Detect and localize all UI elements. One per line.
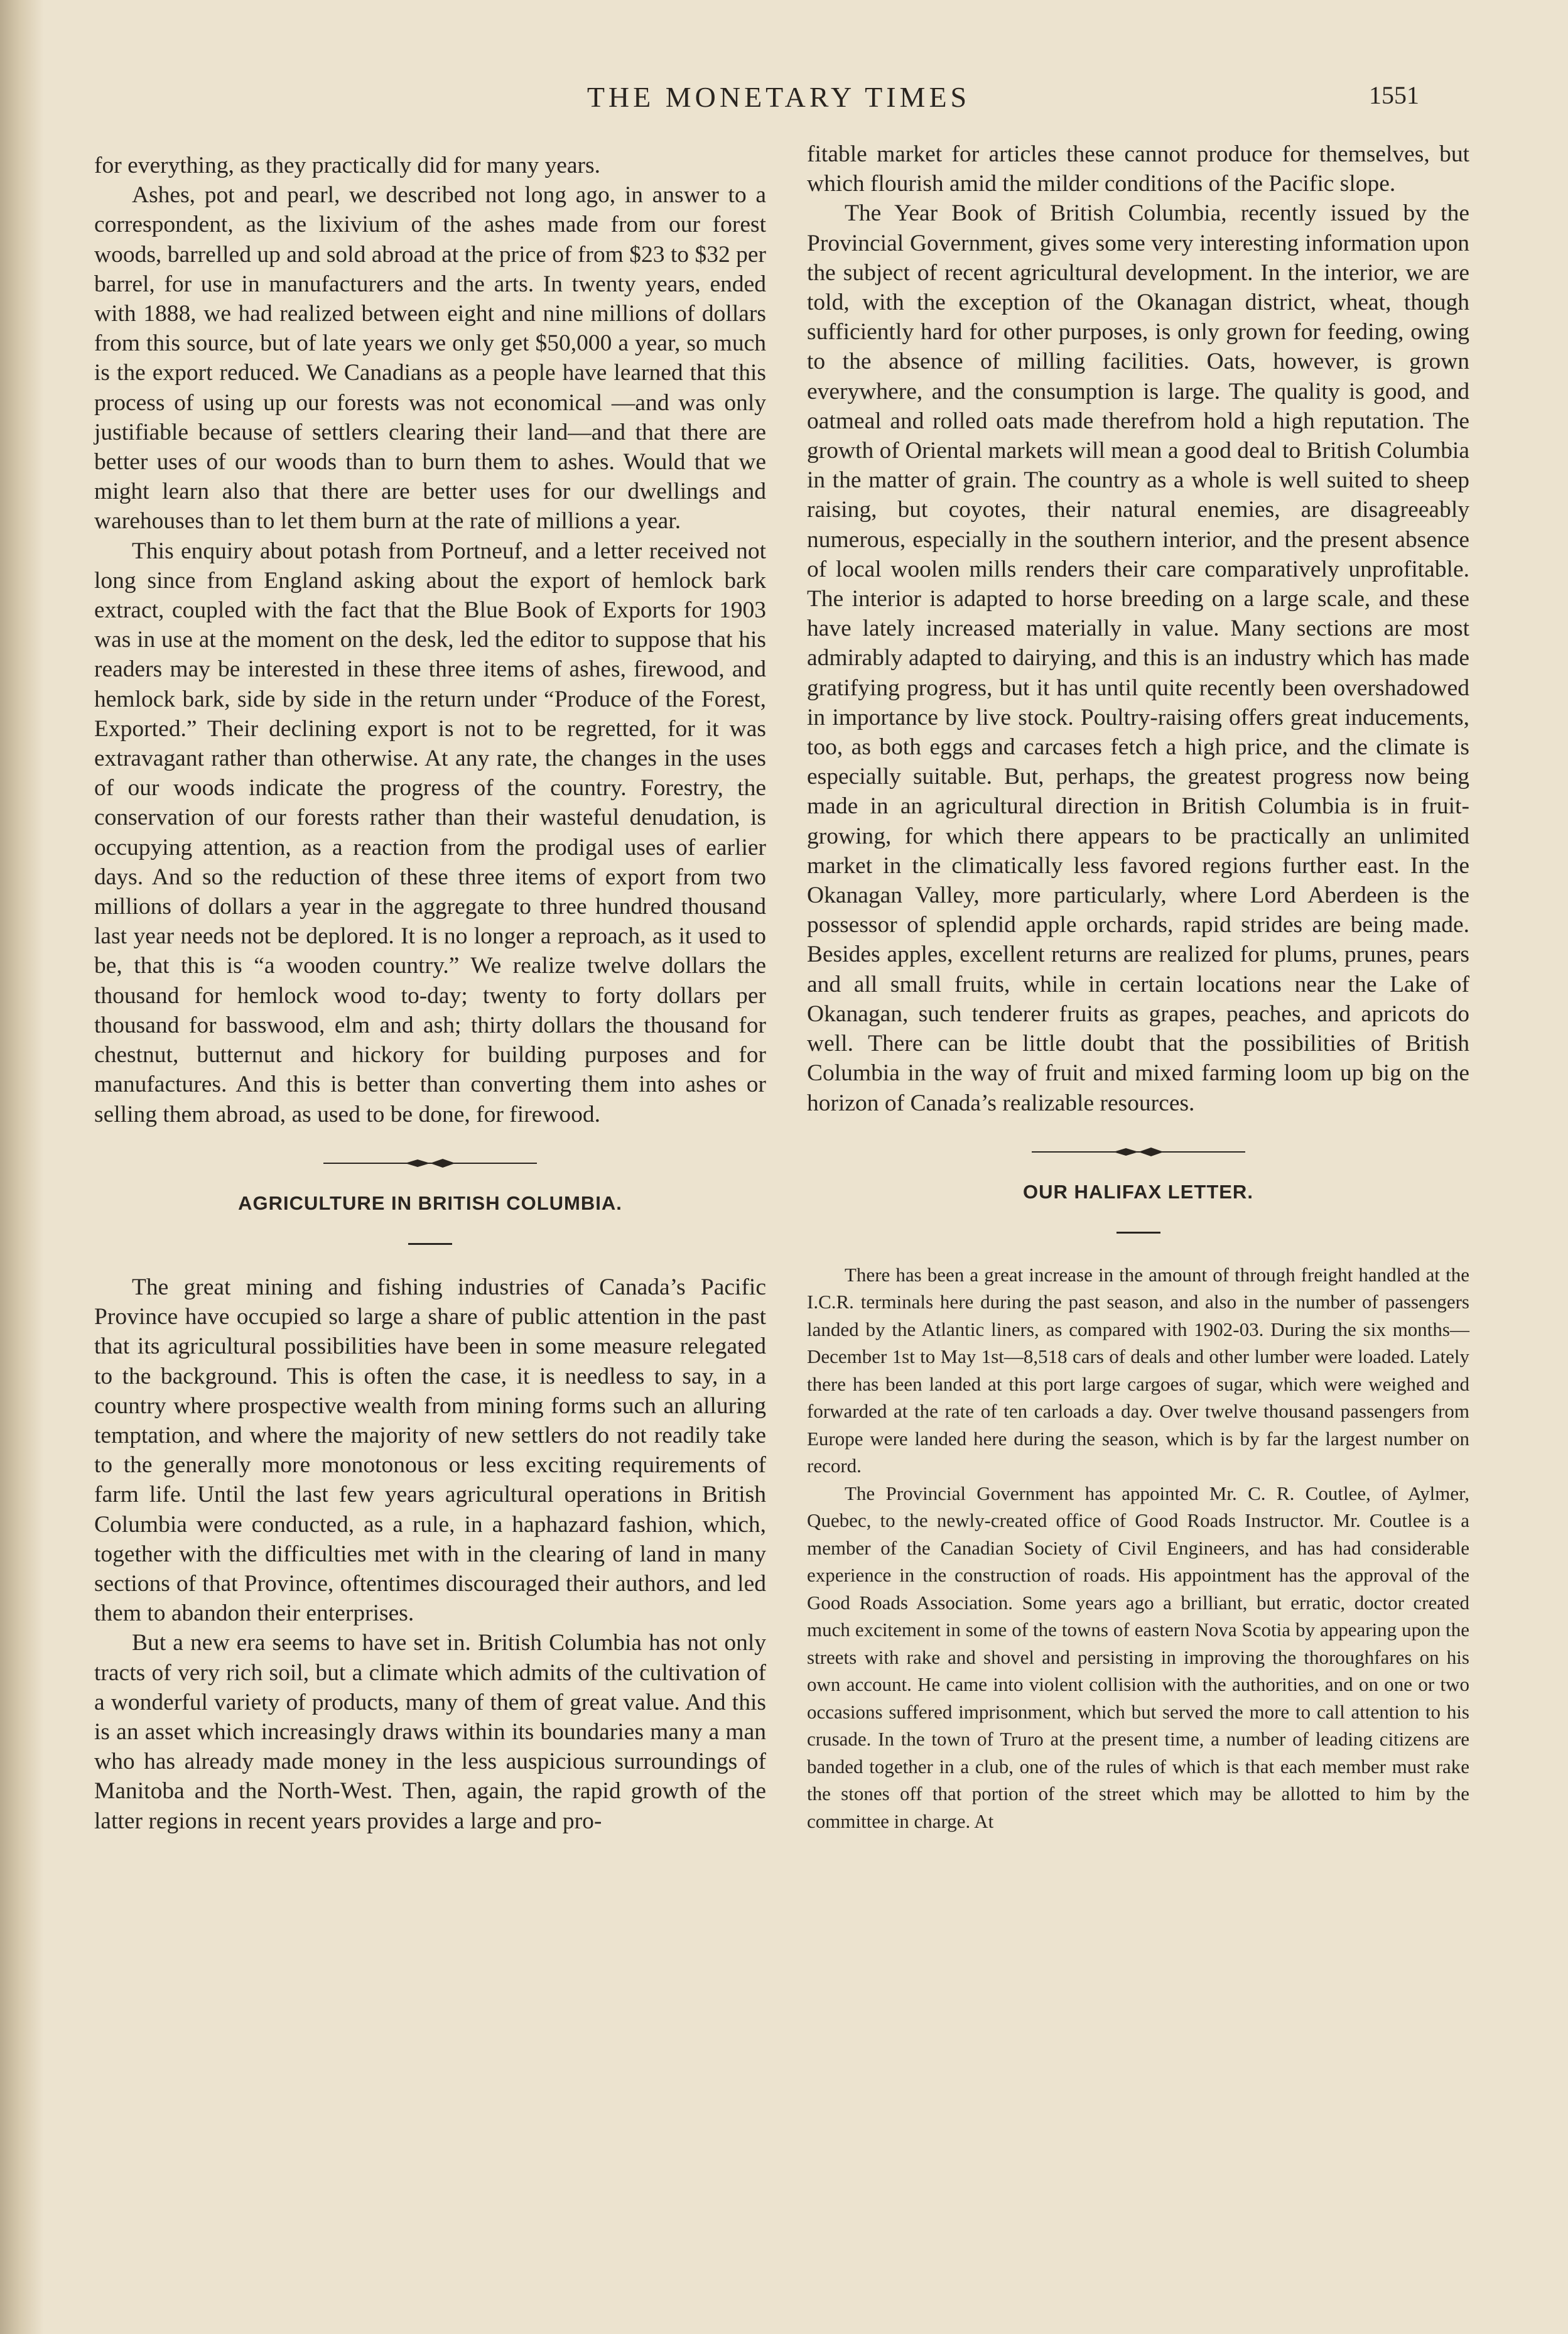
paragraph: for everything, as they practically did for many years. [94,153,600,178]
page-number: 1551 [1369,81,1419,109]
paragraph: The Year Book of British Columbia, recently issued by the Provincial Government, gives some very interesting information upon the subject of recent agricultural development. In the interior, we are told, with the exception of the Okanagan district, wheat, though sufficiently hard for other purposes, is only grown for feeding, owing to the absence of milling facilities. Oats, however, is grown everywhere, and the consumption is large. The quality is good, and oatmeal and rolled oats made therefrom hold a high reputation. The growth of Oriental markets will mean a good deal to British Columbia in the matter of grain. The country as a whole is well suited to sheep raising, but coyotes, their natural enemies, are disagreeably numerous, especially in the southern interior, and the present absence of local woolen mills renders their care comparatively unprofitable. The interior is adapted to horse breeding on a large scale, and these have lately increased materially in value. Many sections are most admirably adapted to dairying, and this is an industry which has made gratifying progress, but it has until quite recently been overshadowed in importance by live stock. Poultry-raising offers great inducements, too, as both eggs and carcases fetch a high price, and the climate is especially suitable. But, perhaps, the greatest progress now being made in an agricultural direction in British Columbia is in fruit-growing, for which there appears to be practically an unlimited market in the climatically less favored regions further east. In the Okanagan Valley, more particularly, where Lord Aberdeen is the possessor of splendid apple orchards, rapid strides are being made. Besides apples, excellent returns are realized for plums, prunes, pears and all small fruits, while in certain locations near the Lake of Okanagan, such tenderer fruits as grapes, peaches, and apricots do well. There can be little doubt that the possibilities of British Columbia in the way of fruit and mixed farming loom up big on the horizon of Canada’s realizable resources. [807,200,1469,1116]
halifax-letter-body [807,1261,1469,1835]
ornament-divider [1032,1146,1245,1158]
left-column [94,151,766,1836]
article-heading-agriculture: AGRICULTURE IN BRITISH COLUMBIA. [238,1191,622,1214]
paragraph: The great mining and fishing industries of Canada’s Pacific Province have occupied so large a share of public attention in the past that its agricultural possibilities have been in some measure relegated to the background. This is often the case, it is needless to say, in a country where prospective wealth from mining forms such an alluring temptation, and where the majority of new settlers do not readily take to the generally more monotonous or less exciting requirements of farm life. Until the last few years agricultural operations in British Columbia were conducted, as a rule, in a haphazard fashion, which, together with the difficulties met with in the clearing of land in many sections of that Province, oftentimes discouraged their authors, and led them to abandon their enterprises. [94,1274,766,1627]
paragraph: The Provincial Government has appointed Mr. C. R. Coutlee, of Aylmer, Quebec, to the newly-created office of Good Roads Instructor. Mr. Coutlee is a member of the Canadian Society of Civil Engineers, and has had considerable experience in the construction of roads. His appointment has the approval of the Good Roads Association. Some years ago a brilliant, but erratic, doctor created much excitement in some of the towns of eastern Nova Scotia by appearing upon the streets with rake and shovel and persisting in improving the thoroughfares on his own account. He came into violent collision with the authorities, and on one or two occasions suffered imprisonment, which but served the more to call attention to his crusade. In the town of Truro at the present time, a number of leading citizens are banded together in a club, one of the rules of which is that each member must rake the stones off that portion of the street which may be allotted to him by the committee in charge. At [807,1482,1469,1832]
paragraph: Ashes, pot and pearl, we described not long ago, in answer to a correspondent, as the lixivium of the ashes made from our forest woods, barrelled up and sold abroad at the price of from $23 to $32 per barrel, for use in manufacturers and the arts. In twenty years, ended with 1888, we had realized between eight and nine millions of dollars from this source, but of late years we only get $50,000 a year, so much is the export reduced. We Canadians as a people have learned that this process of using up our forests was not economical —and was only justifiable because of settlers clearing their land—and that there are better uses of our woods than to burn them to ashes. Would that we might learn also that there are better uses for our dwellings and warehouses than to let them burn at the rate of millions a year. [94,182,766,535]
paragraph: But a new era seems to have set in. British Columbia has not only tracts of very rich soil, but a climate which admits of the cultivation of a wonderful variety of products, many of them of great value. And this is an asset which increasingly draws within its boundaries many a man who has already made money in the less auspicious surroundings of Manitoba and the North-West. Then, again, the rapid growth of the latter regions in recent years provides a large and pro- [94,1630,766,1834]
journal-title: THE MONETARY TIMES [587,81,971,113]
page-binding-shadow [0,0,44,2334]
right-column [807,139,1469,1835]
paragraph: There has been a great increase in the amount of through freight handled at the I.C.R. terminals here during the past season, and also in the number of passengers landed by the Atlantic liners, as compared with 1902-03. During the six months—December 1st to May 1st—8,518 cars of deals and other lumber were loaded. Lately there has been landed at this port large cargoes of sugar, which were weighed and forwarded at the rate of ten carloads a day. Over twelve thousand passengers from Europe were landed here during the season, which is by far the largest number on record. [807,1263,1469,1477]
ornament-divider [323,1157,537,1170]
heading-rule [1117,1232,1160,1234]
paragraph: This enquiry about potash from Portneuf, and a letter received not long since from England asking about the export of hemlock bark extract, coupled with the fact that the Blue Book of Exports for 1903 was in use at the moment on the desk, led the editor to suppose that his readers may be interested in these three items of ashes, firewood, and hemlock bark, side by side in the return under “Produce of the Forest, Exported.” Their declining export is not to be regretted, for it was extravagant rather than otherwise. At any rate, the changes in the uses of our woods indicate the progress of the country. Forestry, the conservation of our forests rather than their wasteful denudation, is occupying attention, as a reaction from the prodigal uses of earlier days. And so the reduction of these three items of export from two millions of dollars a year in the aggregate to three hundred thousand last year needs not be deplored. It is no longer a reproach, as it used to be, that this is “a wooden country.” We realize twelve dollars the thousand for hemlock wood to-day; twenty to forty dollars per thousand for basswood, elm and ash; thirty dollars the thousand for chestnut, butternut and hickory for building purposes and for manufactures. And this is better than converting them into ashes or selling them abroad, as used to be done, for firewood. [94,538,766,1127]
paragraph: fitable market for articles these cannot produce for themselves, but which flourish amid the milder conditions of the Pacific slope. [807,141,1469,197]
heading-rule [408,1243,452,1245]
article-heading-halifax: OUR HALIFAX LETTER. [1023,1180,1253,1203]
